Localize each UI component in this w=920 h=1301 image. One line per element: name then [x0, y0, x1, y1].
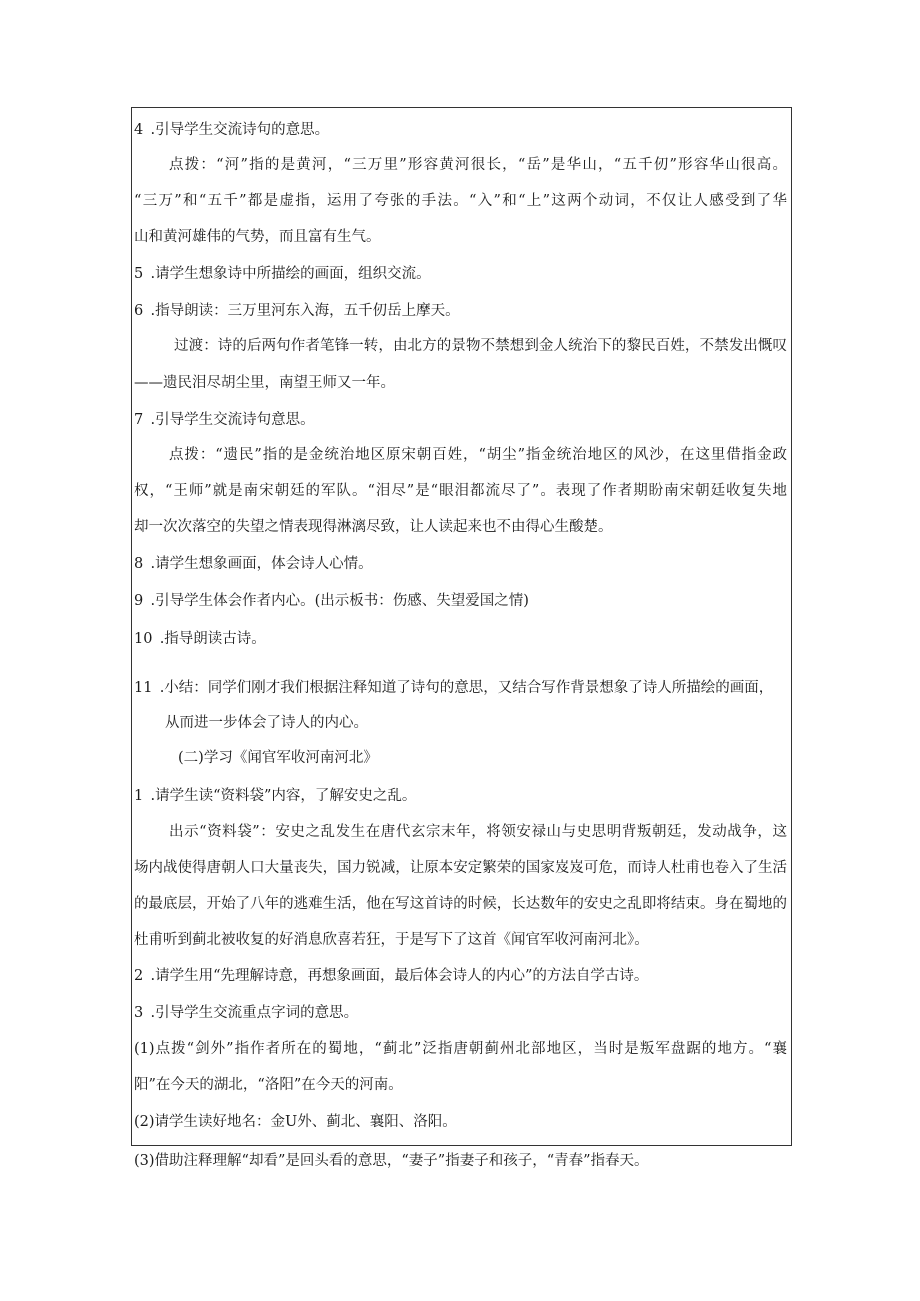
step-11: 11 .小结：同学们刚才我们根据注释知道了诗句的意思，又结合写作背景想象了诗人所描绘的画面，: [134, 680, 774, 696]
step-5: 5 .请学生想象诗中所描绘的画面，组织交流。: [134, 266, 431, 282]
lesson-table-border: [131, 107, 792, 1146]
paragraph-line: “三万”和“五千”都是虚指，运用了夸张的手法。“入”和“上”这两个动词，不仅让人感受到了华: [134, 193, 787, 209]
paragraph-line: 出示“资料袋”：安史之乱发生在唐代玄宗末年，将领安禄山与史思明背叛朝廷，发动战争，这: [169, 824, 787, 840]
step-4: 4 .引导学生交流诗句的意思。: [134, 122, 330, 138]
section-heading: (二)学习《闻官军收河南河北》: [178, 750, 378, 766]
step-7: 7 .引导学生交流诗句意思。: [134, 412, 315, 428]
step-6: 6 .指导朗读：三万里河东入海，五千仞岳上摩天。: [134, 303, 460, 319]
paragraph-line: 权，“王师”就是南宋朝廷的军队。“泪尽”是“眼泪都流尽了”。表现了作者期盼南宋朝廷收复失地: [134, 483, 787, 499]
paragraph-line: 阳”在今天的湖北，“洛阳”在今天的河南。: [134, 1077, 403, 1093]
paragraph-line: 杜甫听到蓟北被收复的好消息欣喜若狂，于是写下了这首《闻官军收河南河北》。: [134, 932, 649, 948]
paragraph-line: 点拨：“遗民”指的是金统治地区原宋朝百姓，“胡尘”指金统治地区的风沙，在这里借指金政: [169, 447, 787, 463]
step-9: 9 .引导学生体会作者内心。(出示板书：伤感、失望爱国之情): [134, 593, 529, 609]
paragraph-line: (1)点拨“剑外”指作者所在的蜀地，“蓟北”泛指唐朝蓟州北部地区，当时是叛军盘踞的地方。“襄: [134, 1041, 787, 1057]
step-3: 3 .引导学生交流重点字词的意思。: [134, 1005, 359, 1021]
paragraph-line: 点拨：“河”指的是黄河，“三万里”形容黄河很长，“岳”是华山，“五千仞”形容华山很高。: [169, 157, 787, 173]
step-2: 2 .请学生用“先理解诗意，再想象画面，最后体会诗人的内心”的方法自学古诗。: [134, 968, 649, 984]
paragraph-line-outside: (3)借助注释理解“却看”是回头看的意思，“妻子”指妻子和孩子，“青春”指春天。: [134, 1153, 649, 1169]
step-8: 8 .请学生想象画面，体会诗人心情。: [134, 556, 373, 572]
paragraph-line: 过渡：诗的后两句作者笔锋一转，由北方的景物不禁想到金人统治下的黎民百姓，不禁发出慨叹: [174, 338, 787, 354]
paragraph-line: 却一次次落空的失望之情表现得淋漓尽致，让人读起来也不由得心生酸楚。: [134, 519, 613, 535]
paragraph-line: 山和黄河雄伟的气势，而且富有生气。: [134, 229, 381, 245]
paragraph-line: 从而进一步体会了诗人的内心。: [165, 715, 368, 731]
paragraph-line: (2)请学生读好地名：金U外、蓟北、襄阳、洛阳。: [134, 1114, 457, 1130]
paragraph-line: 的最底层，开始了八年的逃难生活，他在写这首诗的时候，长达数年的安史之乱即将结束。身在蜀地的: [134, 896, 787, 912]
paragraph-line: 场内战使得唐朝人口大量丧失，国力锐减，让原本安定繁荣的国家岌岌可危，而诗人杜甫也卷入了生活: [134, 860, 787, 876]
paragraph-line: ——遗民泪尽胡尘里，南望王师又一年。: [134, 375, 395, 391]
step-10: 10 .指导朗读古诗。: [134, 631, 266, 647]
step-1: 1 .请学生读“资料袋”内容，了解安史之乱。: [134, 788, 417, 804]
